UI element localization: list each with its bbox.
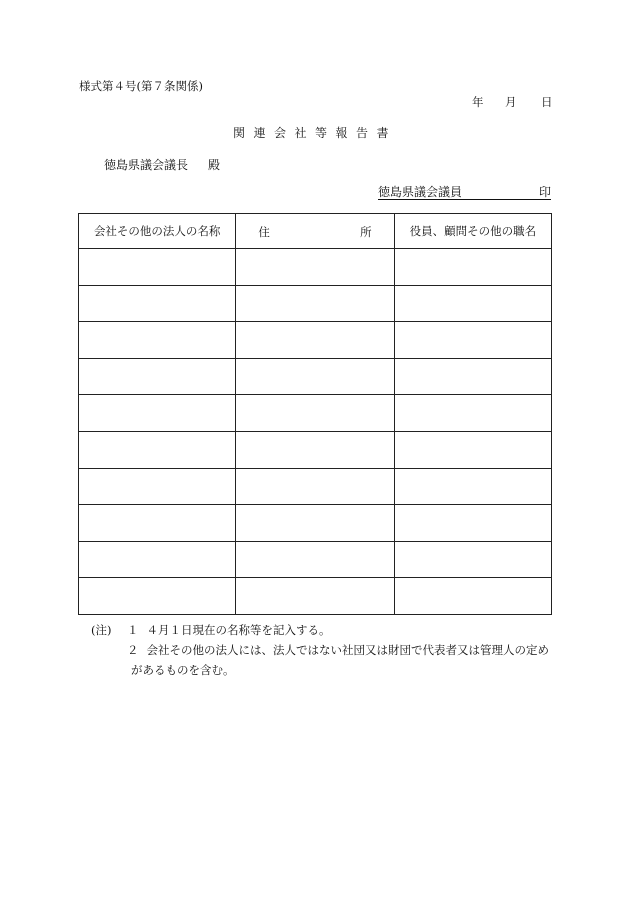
table-row (79, 249, 552, 286)
note-text: ４月１日現在の名称等を記入する。 (146, 623, 331, 637)
date-year-label: 年 (472, 95, 484, 109)
date-month-label: 月 (505, 95, 517, 109)
table-row (79, 541, 552, 578)
table-row (79, 431, 552, 468)
note-item-2 (127, 642, 549, 658)
cell-company-name[interactable] (79, 505, 236, 542)
cell-position[interactable] (394, 505, 551, 542)
addressee (104, 156, 220, 173)
cell-company-name[interactable] (79, 395, 236, 432)
addressee-honorific: 殿 (208, 158, 221, 172)
notes-label: (注) (91, 623, 112, 637)
table-row (79, 358, 552, 395)
note-number: １ (127, 623, 139, 637)
table-row (79, 468, 552, 505)
cell-position[interactable] (394, 395, 551, 432)
cell-company-name[interactable] (79, 431, 236, 468)
cell-position[interactable] (394, 322, 551, 359)
table-header-row (79, 214, 552, 249)
seal-mark: 印 (538, 185, 551, 199)
cell-company-name[interactable] (79, 541, 236, 578)
date-day-label: 日 (541, 95, 553, 109)
cell-position[interactable] (394, 578, 551, 615)
note-text: 会社その他の法人には、法人ではない社団又は財団で代表者又は管理人の定め (146, 643, 549, 657)
submitter-label: 徳島県議会議員 (378, 185, 463, 199)
cell-position[interactable] (394, 541, 551, 578)
header-address (236, 214, 394, 249)
cell-company-name[interactable] (79, 468, 236, 505)
cell-company-name[interactable] (79, 285, 236, 322)
table-row (79, 505, 552, 542)
cell-position[interactable] (394, 249, 551, 286)
header-address-part2: 所 (360, 225, 372, 239)
table-row (79, 285, 552, 322)
addressee-name: 徳島県議会議長 (104, 158, 189, 172)
related-company-table (78, 213, 552, 615)
cell-address[interactable] (236, 285, 394, 322)
document-title: 関連会社等報告書 (232, 126, 397, 140)
cell-address[interactable] (236, 541, 394, 578)
cell-company-name[interactable] (79, 358, 236, 395)
header-position: 役員、顧問その他の職名 (394, 214, 551, 249)
cell-position[interactable] (394, 431, 551, 468)
cell-company-name[interactable] (79, 578, 236, 615)
cell-address[interactable] (236, 395, 394, 432)
cell-address[interactable] (236, 468, 394, 505)
cell-address[interactable] (236, 322, 394, 359)
cell-address[interactable] (236, 505, 394, 542)
table-row (79, 395, 552, 432)
cell-position[interactable] (394, 468, 551, 505)
cell-company-name[interactable] (79, 322, 236, 359)
submitter-line (378, 185, 551, 200)
cell-position[interactable] (394, 358, 551, 395)
note-number: ２ (127, 643, 139, 657)
cell-address[interactable] (236, 431, 394, 468)
cell-company-name[interactable] (79, 249, 236, 286)
header-company-name: 会社その他の法人の名称 (79, 214, 236, 249)
cell-address[interactable] (236, 358, 394, 395)
note-item-1 (127, 622, 331, 638)
header-address-part1: 住 (258, 225, 270, 239)
form-number: 様式第４号(第７条関係) (79, 79, 203, 93)
cell-address[interactable] (236, 578, 394, 615)
note-item-2-continued: があるものを含む。 (131, 663, 235, 677)
cell-position[interactable] (394, 285, 551, 322)
cell-address[interactable] (236, 249, 394, 286)
table-row (79, 578, 552, 615)
table-row (79, 322, 552, 359)
